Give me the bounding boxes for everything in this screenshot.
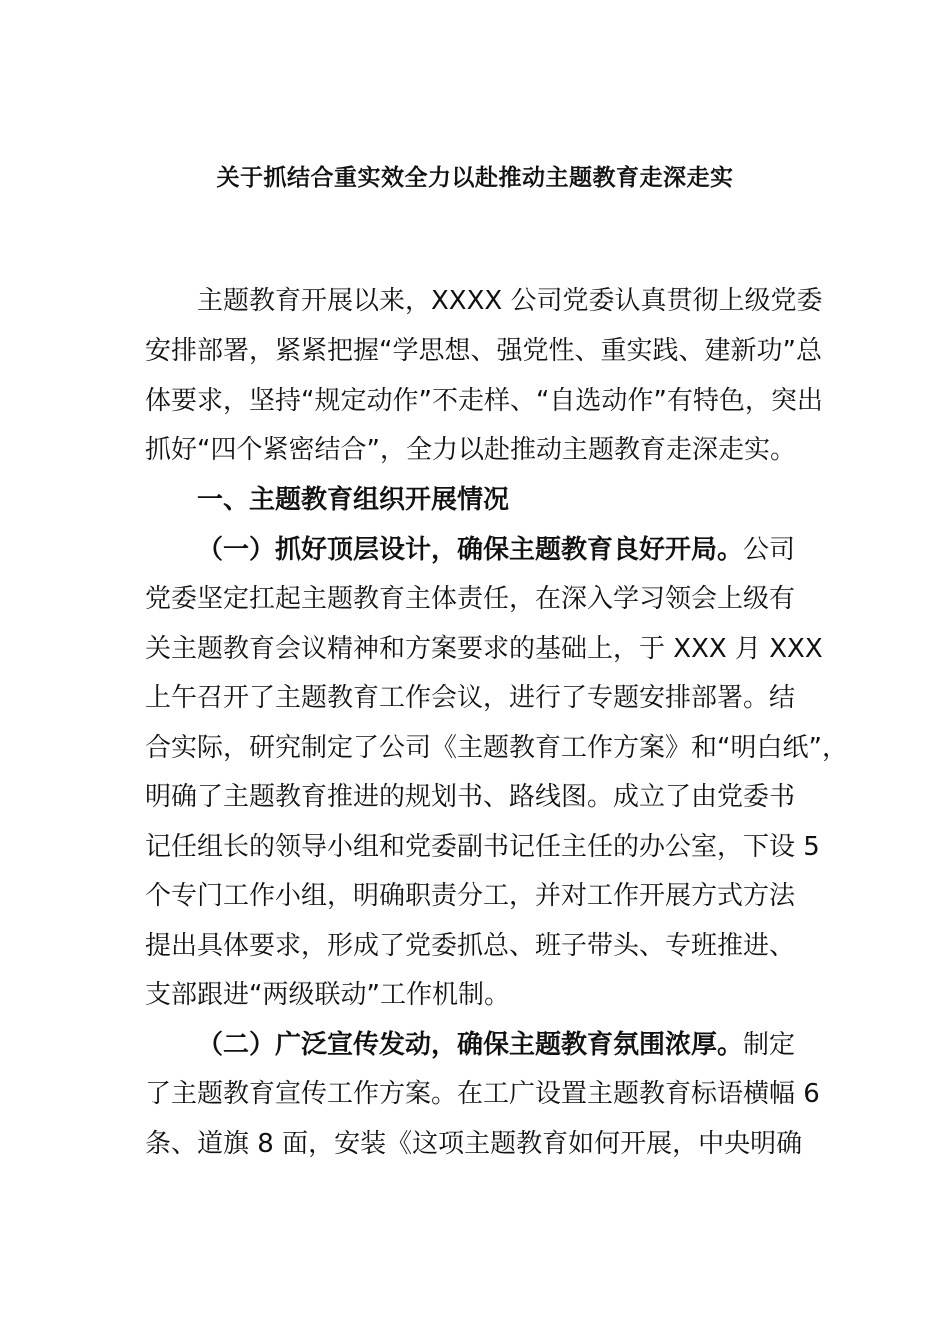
paragraph-line: 关主题教育会议精神和方案要求的基础上，于 XXX 月 XXX <box>145 634 823 664</box>
paragraph-line: 条、道旗 8 面，安装《这项主题教育如何开展，中央明确 <box>145 1129 803 1159</box>
paragraph-line: 主题教育开展以来，XXXX 公司党委认真贯彻上级党委 <box>197 286 823 316</box>
paragraph-line: 党委坚定扛起主题教育主体责任，在深入学习领会上级有 <box>145 584 796 614</box>
paragraph-line: 记任组长的领导小组和党委副书记任主任的办公室，下设 5 <box>145 832 820 862</box>
subsection-heading: （一）抓好顶层设计，确保主题教育良好开局。 <box>197 535 744 565</box>
subsection-text: 公司 <box>743 535 796 565</box>
paragraph-line: 抓好“四个紧密结合”，全力以赴推动主题教育走深走实。 <box>145 435 796 465</box>
document-title: 关于抓结合重实效全力以赴推动主题教育走深走实 <box>216 165 734 191</box>
paragraph-line: 体要求，坚持“规定动作”不走样、“自选动作”有特色，突出 <box>145 386 823 416</box>
paragraph-line: 支部跟进“两级联动”工作机制。 <box>145 980 510 1010</box>
subsection-text: 制定 <box>743 1030 796 1060</box>
subsection-heading: （二）广泛宣传发动，确保主题教育氛围浓厚。 <box>197 1030 744 1060</box>
section-heading: 一、主题教育组织开展情况 <box>197 485 510 515</box>
subsection-line <box>197 525 877 575</box>
subsection-line <box>197 1020 877 1070</box>
paragraph-line: 上午召开了主题教育工作会议，进行了专题安排部署。结 <box>145 683 796 713</box>
paragraph-line: 个专门工作小组，明确职责分工，并对工作开展方式方法 <box>145 881 796 911</box>
paragraph-line: 安排部署，紧紧把握“学思想、强党性、重实践、建新功”总 <box>145 336 822 366</box>
paragraph-line: 提出具体要求，形成了党委抓总、班子带头、专班推进、 <box>145 931 796 961</box>
paragraph-line: 明确了主题教育推进的规划书、路线图。成立了由党委书 <box>145 782 796 812</box>
paragraph-line: 合实际，研究制定了公司《主题教育工作方案》和“明白纸”， <box>145 733 848 763</box>
paragraph-line: 了主题教育宣传工作方案。在工广设置主题教育标语横幅 6 <box>145 1079 820 1109</box>
